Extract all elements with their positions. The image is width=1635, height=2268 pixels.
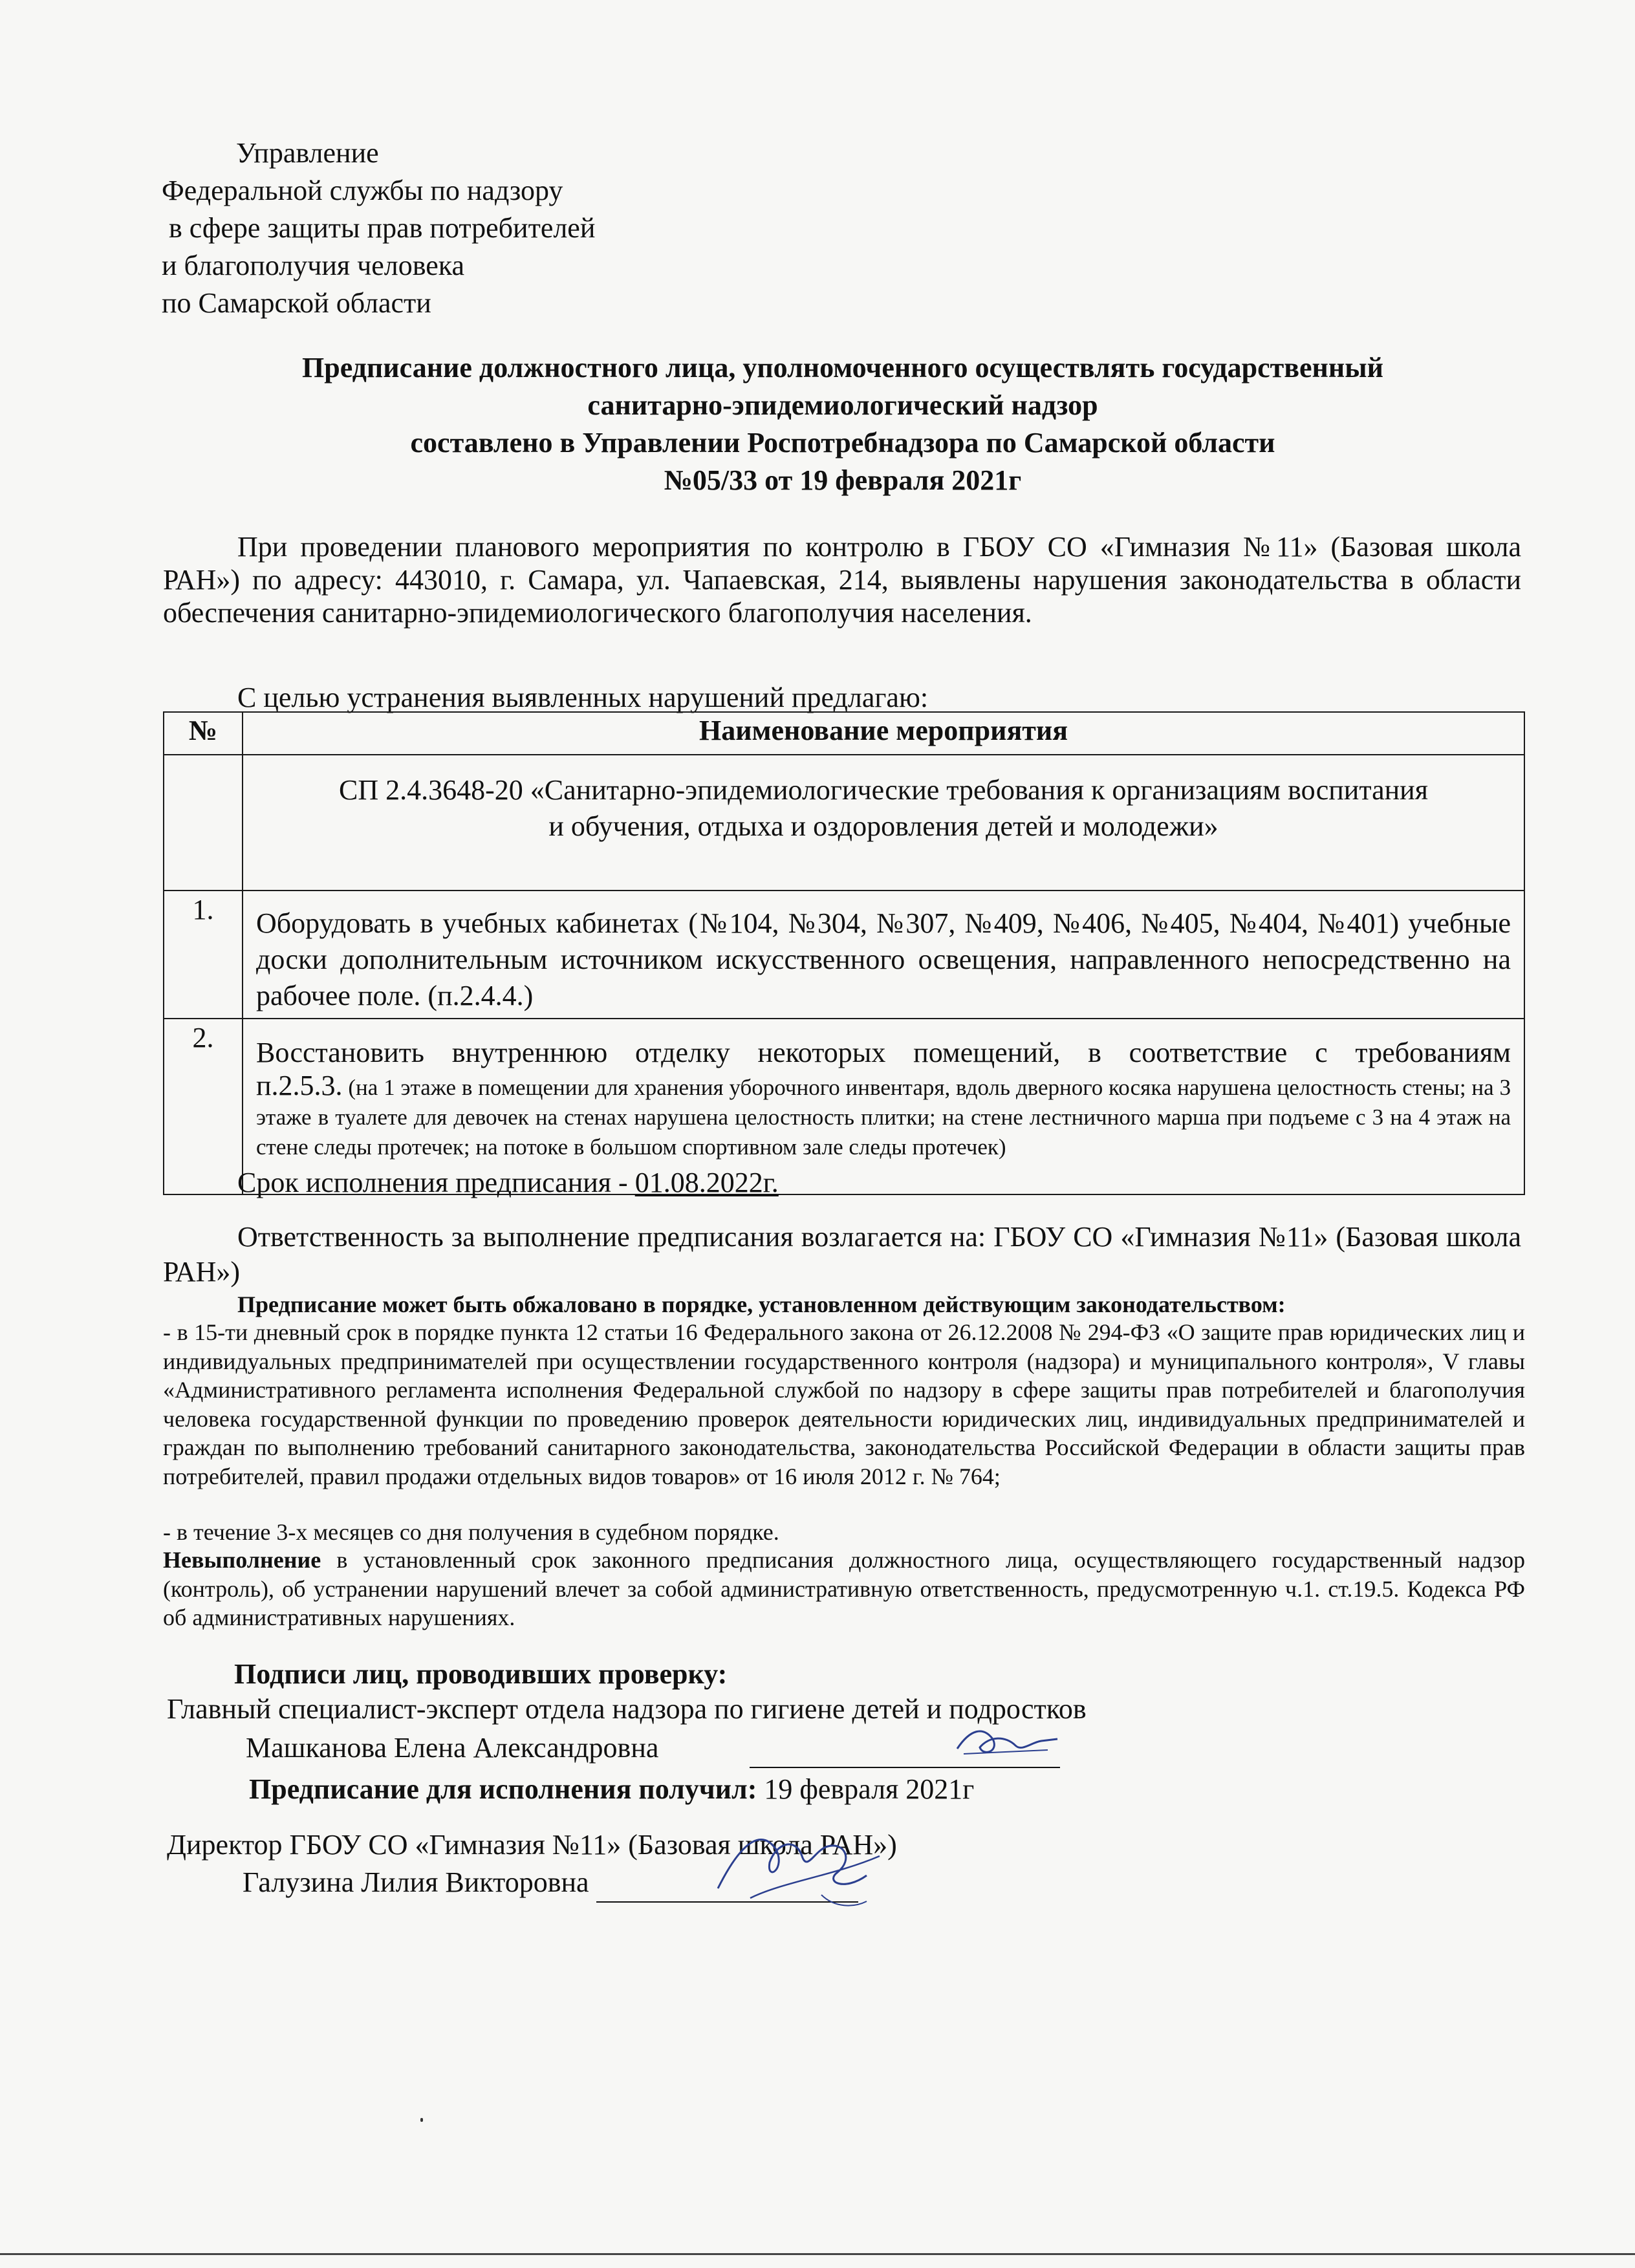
org-line: и благополучия человека [162,250,465,281]
measure-text-details [256,1071,1511,1162]
scan-bottom-edge [0,2253,1635,2255]
signatures-heading: Подписи лиц, проводивших проверку: [234,1658,728,1690]
nonexecution-paragraph [163,1546,1525,1632]
document-title [129,349,1556,499]
measure-text-ref: п.2.5.3. [256,1070,343,1101]
measure-text [243,891,1524,1019]
inspector-signature-stroke [957,1731,1057,1752]
nonexecution-bold: Невыполнение [163,1547,321,1573]
received-line [249,1771,974,1808]
inspector-signature-graphic [944,1716,1067,1768]
received-date: 19 февраля 2021г [757,1773,975,1805]
row-number: 1. [164,891,243,1019]
appeal-item-1: - в 15-ти дневный срок в порядке пункта 12 статьи 16 Федерального закона от 26.12.2008 № 294-ФЗ «О защите прав юридических лиц и индивидуальных предпринимателей при осуществлении государственного контроля (надзора) и муниципального контроля», V главы «Административного регламента исполнения Федеральной службой по надзору в сфере защиты прав потребителей и благополучия человека государственной функции по проведению проверок деятельности юридических лиц, индивидуальных предпринимателей и граждан по выполнению требований санитарного законодательства, законодательства Российской Федерации в области защиты прав потребителей, правил продажи отдельных видов товаров» от 16 июля 2012 г. № 764; [163,1319,1525,1489]
scan-speck [420,2118,423,2122]
inspector-position: Главный специалист-эксперт отдела надзора по гигиене детей и подростков [167,1693,1087,1725]
nonexecution-text: в установленный срок законного предписания должностного лица, осуществляющего государственный надзор (контроль), об устранении нарушений влечет за собой административную ответственность, предусмотренную ч.1. ст.19.5. Кодекса РФ об административных нарушениях. [163,1547,1525,1630]
purpose-line: С целью устранения выявленных нарушений предлагаю: [237,682,929,713]
row-number: 2. [164,1019,243,1194]
table-cell-empty [164,755,243,891]
director-signature-stroke [821,1895,867,1906]
column-header-number: № [164,712,243,755]
responsibility-paragraph: Ответственность за выполнение предписания возлагается на: ГБОУ СО «Гимназия №11» (Базовая школа РАН») [163,1221,1521,1288]
received-label: Предписание для исполнения получил: [249,1773,757,1805]
inspector-signature-line [246,1729,1060,1768]
org-line: Управление [236,137,379,169]
measure-text-main: Восстановить внутреннюю отделку некоторых помещений, в соответствие с требованиям [256,1037,1511,1068]
inspector-signature-stroke [964,1750,1048,1754]
director-signature-graphic [705,1811,899,1921]
director-position: Директор ГБОУ СО «Гимназия №11» (Базовая школа РАН») [167,1829,897,1861]
org-line: по Самарской области [162,287,431,319]
appeal-heading: Предписание может быть обжаловано в порядке, установленном действующим законодательством: [237,1291,1286,1317]
title-line-4: №05/33 от 19 февраля 2021г [664,464,1022,496]
standard-reference-cell [243,755,1524,891]
measures-table [163,711,1525,1195]
column-header-measure: Наименование мероприятия [243,712,1524,755]
appeal-item-2: - в течение 3-х месяцев со дня получения в судебном порядке. [163,1519,779,1545]
measure-text-body: Оборудовать в учебных кабинетах (№104, №304, №307, №409, №406, №405, №404, №401) учебные доски дополнительным источником искусственного освещения, направленного непосредственно на рабочее поле. (п.2.4.4.) [256,907,1511,1011]
title-line-2: санитарно-эпидемиологический надзор [587,389,1098,421]
director-name: Галузина Лилия Викторовна [243,1866,596,1898]
standard-line-1: СП 2.4.3648-20 «Санитарно-эпидемиологические требования к организациям воспитания [339,774,1428,806]
inspector-name: Машканова Елена Александровна [246,1732,659,1764]
org-line: в сфере защиты прав потребителей [162,212,596,244]
intro-paragraph: При проведении планового мероприятия по контролю в ГБОУ СО «Гимназия №11» (Базовая школа РАН») по адресу: 443010, г. Самара, ул. Чапаевская, 214, выявлены нарушения законодательства в области обеспечения санитарно-эпидемиологического благополучия населения. [163,531,1521,629]
standard-line-2: и обучения, отдыха и оздоровления детей и молодежи» [548,810,1218,842]
table-row [164,891,1524,1019]
organization-header [162,135,595,322]
table-header-row [164,712,1524,755]
title-line-3: составлено в Управлении Роспотребнадзора по Самарской области [410,427,1275,459]
deadline-line [237,1164,779,1202]
org-line: Федеральной службы по надзору [162,175,563,206]
deadline-date: 01.08.2022г. [634,1167,779,1198]
table-row-standard [164,755,1524,891]
title-line-1: Предписание должностного лица, уполномоченного осуществлять государственный [302,352,1383,383]
measure-text-small: (на 1 этаже в помещении для хранения уборочного инвентаря, вдоль дверного косяка нарушена целостность стены; на 3 этаже в туалете для девочек на стенах нарушена целостность плитки; на стене лестничного марша при подъеме с 3 на 4 этаж на стене следы протечек; на потоке в большом спортивном зале следы протечек) [256,1075,1511,1160]
deadline-label: Срок исполнения предписания - [237,1167,635,1198]
director-signature-stroke [718,1839,867,1888]
